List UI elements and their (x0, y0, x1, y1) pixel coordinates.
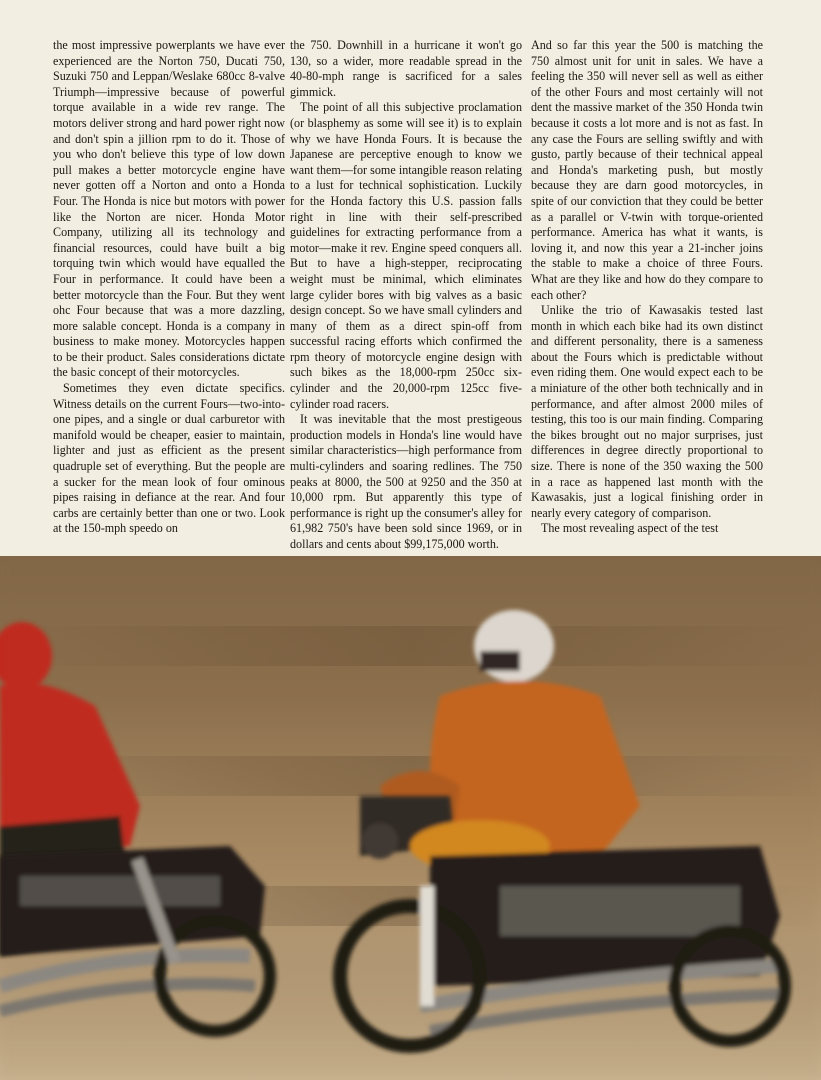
paragraph: Unlike the trio of Kawasakis tested last month in which each bike had its own distinct and different personality, there is a sameness about the Fours which is predictable without even riding them. One would expect each to be a miniature of the other both technically and in performance, and after almost 2000 miles of testing, this too is our main finding. Comparing the bikes brought out no major surprises, just differences in degree directly proportional to size. There is none of the 350 waxing the 500 in a race as happened last month with the Kawasakis, just a logical finishing order in nearly every category of comparison. (531, 303, 763, 520)
text-column-1 (53, 38, 285, 537)
motorcycle-racing-photo (0, 556, 821, 1080)
text-column-3 (531, 38, 763, 537)
text-column-2 (290, 38, 522, 553)
paragraph: And so far this year the 500 is matching the 750 almost unit for unit in sales. We have a feeling the 350 will never sell as well as either of the other Fours and most certainly will not dent the massive market of the 350 Honda twin because it costs a lot more and is not as fast. In any case the Fours are selling swiftly and with gusto, partly because of their technical appeal and Honda's marketing push, but mostly because they are darn good motorcycles, in spite of our conviction that they could be better as a parallel or V-twin with torque-oriented performance. America has what it wants, is loving it, and now this year a 21-incher joins the stable to make a choice of three Fours. What are they like and how do they compare to each other? (531, 38, 763, 302)
paragraph: Sometimes they even dictate specifics. Witness details on the current Fours—two-into-one pipes, and a single or dual carburetor with manifold would be cheaper, easier to maintain, lighter and just as efficient as the present quadruple set of everything. But the people are a sucker for the mean look of four ominous pipes raising in defiance at the rear. And four carbs are certainly better than one or two. Look at the 150-mph speedo on (53, 381, 285, 536)
paragraph: The most revealing aspect of the test (541, 521, 719, 536)
paragraph: the most impressive powerplants we have ever experienced are the Norton 750, Ducati 750, Suzuki 750 and Leppan/Weslake 680cc 8-valve Triumph—impressive because of powerful torque available in a wide rev range. The motors deliver strong and hard power right now and don't spin a jillion rpm to do it. Those of you who don't believe this type of low down pull makes a better motorcycle engine have never gotten off a Norton and onto a Honda Four. The Honda is nice but motors with power like the Norton are nicer. Honda Motor Company, utilizing all its technology and financial resources, could have built a big torquing twin which would have equalled the Four in performance. It could have been a better motorcycle than the Four. But they went ohc Four because that was a more dazzling, more salable concept. Honda is a company in business to make money. Motorcycles happen to be their product. Sales considerations dictate the basic concept of their motorcycles. (53, 38, 285, 380)
paragraph: It was inevitable that the most prestigeous production models in Honda's line would have similar characteristics—high performance from multi-cylinders and soaring redlines. The 750 peaks at 8000, the 500 at 9250 and the 350 at 10,000 rpm. But apparently this type of performance is right up the consumer's alley for 61,982 750's have been sold since 1969, or in dollars and cents about $99,175,000 worth. (290, 412, 522, 551)
photo-illustration (0, 556, 821, 1080)
paragraph: The point of all this subjective proclamation (or blasphemy as some will see it) is to explain why we have Honda Fours. It is because the Japanese are perceptive enough to know we want them—for some intangible reason relating to a lust for technical sophistication. Luckily for the Honda factory this U.S. passion falls right in line with their self-prescribed guidelines for extracting performance from a motor—make it rev. Engine speed conquers all. But to have a high-stepper, reciprocating weight must be minimal, which eliminates large cylider bores with big valves as a basic design concept. So we have small cylinders and many of them as a direct spin-off from successful racing efforts which confirmed the rpm theory of motorcycle engine design with such bikes as the 18,000-rpm 250cc six-cylinder and the 20,000-rpm 125cc five-cylinder road racers. (290, 100, 522, 411)
paragraph: the 750. Downhill in a hurricane it won't go 130, so a wider, more readable spread in the 40-80-mph range is sacrificed for a sales gimmick. (290, 38, 522, 99)
